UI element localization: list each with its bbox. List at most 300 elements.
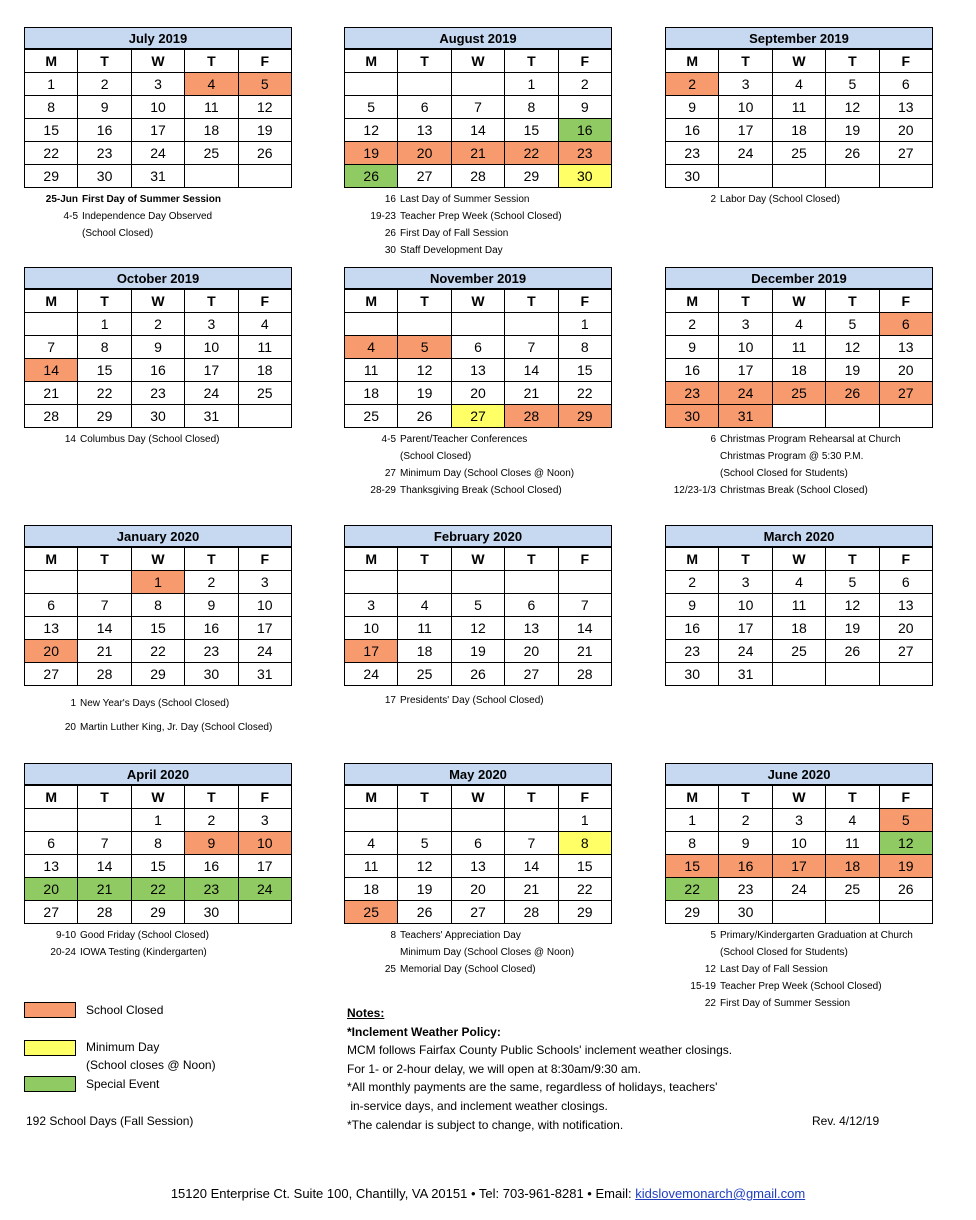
- day-cell: 23: [131, 382, 184, 405]
- day-cell: 9: [131, 336, 184, 359]
- weekday-header: T: [826, 548, 879, 571]
- empty-cell: [398, 313, 451, 336]
- footer-contact: [0, 1186, 976, 1201]
- day-cell: 11: [772, 96, 825, 119]
- legend-closed-swatch: [24, 1002, 76, 1018]
- notes-november: [344, 431, 574, 499]
- note-date: 30: [384, 245, 396, 256]
- week-row: [345, 142, 612, 165]
- weekday-header: T: [398, 290, 451, 313]
- week-row: [666, 359, 933, 382]
- day-cell: 12: [451, 617, 504, 640]
- day-cell: 23: [666, 142, 719, 165]
- day-cell: 1: [25, 73, 78, 96]
- day-cell: 18: [398, 640, 451, 663]
- empty-cell: [879, 165, 932, 188]
- day-cell: 2: [666, 313, 719, 336]
- day-cell: 30: [185, 901, 238, 924]
- day-cell: 4: [185, 73, 238, 96]
- empty-cell: [345, 809, 398, 832]
- weekday-header-row: [345, 786, 612, 809]
- legend-minimum-label: Minimum Day: [86, 1040, 160, 1054]
- day-cell: 27: [879, 142, 932, 165]
- day-cell: 7: [78, 832, 131, 855]
- day-cell: 12: [398, 855, 451, 878]
- day-cell: 21: [505, 878, 558, 901]
- weekday-header: T: [826, 50, 879, 73]
- day-cell: 16: [666, 119, 719, 142]
- day-cell: 20: [398, 142, 451, 165]
- note-line: [664, 978, 913, 995]
- weekday-header: F: [238, 548, 291, 571]
- day-cell: 22: [558, 878, 611, 901]
- month-title: July 2019: [24, 27, 292, 49]
- day-cell: 11: [398, 617, 451, 640]
- weekday-header: F: [238, 786, 291, 809]
- month-grid: [665, 49, 933, 188]
- week-row: [345, 336, 612, 359]
- weekday-header: T: [826, 290, 879, 313]
- day-cell: 2: [131, 313, 184, 336]
- day-cell: 7: [25, 336, 78, 359]
- day-cell: 4: [826, 809, 879, 832]
- day-cell: 15: [666, 855, 719, 878]
- day-cell: 16: [78, 119, 131, 142]
- day-cell: 10: [719, 594, 772, 617]
- day-cell: 14: [558, 617, 611, 640]
- note-text: Teachers' Appreciation Day: [400, 930, 521, 941]
- week-row: [25, 617, 292, 640]
- day-cell: 8: [558, 336, 611, 359]
- day-cell: 10: [238, 832, 291, 855]
- note-text: Christmas Break (School Closed): [720, 485, 868, 496]
- day-cell: 24: [772, 878, 825, 901]
- note-date: 20: [64, 722, 76, 733]
- weekday-header: M: [666, 548, 719, 571]
- note-line: [26, 716, 272, 740]
- weekday-header: M: [666, 290, 719, 313]
- week-row: [25, 119, 292, 142]
- note-line: [26, 927, 209, 944]
- day-cell: 13: [879, 594, 932, 617]
- day-cell: 10: [131, 96, 184, 119]
- day-cell: 11: [772, 594, 825, 617]
- day-cell: 25: [772, 382, 825, 405]
- month-january-2020: [24, 525, 292, 686]
- note-line: [664, 927, 913, 944]
- day-cell: 2: [185, 571, 238, 594]
- week-row: [666, 119, 933, 142]
- week-row: [345, 617, 612, 640]
- day-cell: 14: [451, 119, 504, 142]
- day-cell: 24: [131, 142, 184, 165]
- day-cell: 27: [879, 382, 932, 405]
- day-cell: 6: [879, 73, 932, 96]
- note-date: 19-23: [370, 211, 396, 222]
- day-cell: 30: [666, 405, 719, 428]
- day-cell: 17: [719, 359, 772, 382]
- weekday-header: T: [826, 786, 879, 809]
- note-text: Minimum Day (School Closes @ Noon): [400, 947, 575, 958]
- day-cell: 30: [78, 165, 131, 188]
- day-cell: 2: [185, 809, 238, 832]
- note-line: [344, 191, 562, 208]
- day-cell: 5: [398, 336, 451, 359]
- day-cell: 26: [879, 878, 932, 901]
- note-line: [664, 465, 901, 482]
- day-cell: 17: [719, 119, 772, 142]
- note-text: First Day of Summer Session: [720, 998, 851, 1009]
- week-row: [666, 901, 933, 924]
- day-cell: 25: [398, 663, 451, 686]
- weekday-header: W: [772, 290, 825, 313]
- weekday-header: T: [719, 290, 772, 313]
- day-cell: 13: [879, 96, 932, 119]
- day-cell: 24: [719, 382, 772, 405]
- month-title: December 2019: [665, 267, 933, 289]
- day-cell: 22: [505, 142, 558, 165]
- notes-august: [344, 191, 562, 259]
- week-row: [25, 359, 292, 382]
- weekday-header-row: [345, 548, 612, 571]
- week-row: [25, 901, 292, 924]
- weekday-header: M: [345, 548, 398, 571]
- weekday-header: F: [558, 290, 611, 313]
- weekday-header: T: [505, 786, 558, 809]
- month-grid: [24, 785, 292, 924]
- day-cell: 25: [772, 640, 825, 663]
- day-cell: 25: [826, 878, 879, 901]
- note-text: Independence Day Observed: [82, 211, 213, 222]
- legend-minimum-swatch: [24, 1040, 76, 1056]
- day-cell: 18: [345, 878, 398, 901]
- week-row: [345, 165, 612, 188]
- day-cell: 25: [185, 142, 238, 165]
- month-grid: [24, 289, 292, 428]
- day-cell: 9: [78, 96, 131, 119]
- day-cell: 28: [78, 901, 131, 924]
- day-cell: 21: [25, 382, 78, 405]
- day-cell: 23: [185, 640, 238, 663]
- day-cell: 21: [505, 382, 558, 405]
- day-cell: 23: [666, 640, 719, 663]
- legend-event-label: Special Event: [86, 1077, 160, 1091]
- weekday-header: F: [558, 50, 611, 73]
- day-cell: 1: [558, 313, 611, 336]
- day-cell: 26: [826, 382, 879, 405]
- day-cell: 26: [398, 901, 451, 924]
- weekday-header: F: [238, 50, 291, 73]
- week-row: [345, 405, 612, 428]
- day-cell: 17: [772, 855, 825, 878]
- day-cell: 3: [345, 594, 398, 617]
- day-cell: 24: [345, 663, 398, 686]
- day-cell: 2: [719, 809, 772, 832]
- empty-cell: [772, 405, 825, 428]
- day-cell: 8: [666, 832, 719, 855]
- day-cell: 27: [451, 901, 504, 924]
- weekday-header: M: [666, 50, 719, 73]
- week-row: [25, 663, 292, 686]
- month-grid: [344, 785, 612, 924]
- day-cell: 6: [451, 336, 504, 359]
- weekday-header-row: [25, 50, 292, 73]
- day-cell: 28: [505, 405, 558, 428]
- weekday-header: W: [772, 548, 825, 571]
- day-cell: 8: [505, 96, 558, 119]
- note-line: [26, 208, 221, 225]
- weekday-header: W: [772, 50, 825, 73]
- day-cell: 19: [451, 640, 504, 663]
- week-row: [25, 336, 292, 359]
- empty-cell: [558, 571, 611, 594]
- weekday-header: T: [719, 548, 772, 571]
- week-row: [345, 878, 612, 901]
- month-may-2020: [344, 763, 612, 924]
- weekday-header: T: [185, 548, 238, 571]
- note-text: (School Closed for Students): [720, 947, 848, 958]
- week-row: [666, 617, 933, 640]
- email-link[interactable]: kidslovemonarch@gmail.com: [635, 1186, 806, 1201]
- note-date: 28-29: [370, 485, 396, 496]
- empty-cell: [879, 405, 932, 428]
- day-cell: 20: [879, 119, 932, 142]
- weekday-header: W: [451, 290, 504, 313]
- day-cell: 17: [345, 640, 398, 663]
- day-cell: 9: [558, 96, 611, 119]
- day-cell: 2: [558, 73, 611, 96]
- day-cell: 3: [185, 313, 238, 336]
- day-cell: 18: [238, 359, 291, 382]
- note-date: 25-Jun: [45, 194, 78, 205]
- day-cell: 15: [131, 855, 184, 878]
- day-cell: 18: [772, 119, 825, 142]
- week-row: [345, 901, 612, 924]
- day-cell: 31: [185, 405, 238, 428]
- weekday-header-row: [345, 290, 612, 313]
- empty-cell: [826, 901, 879, 924]
- day-cell: 14: [505, 855, 558, 878]
- day-cell: 31: [719, 663, 772, 686]
- month-grid: [665, 547, 933, 686]
- empty-cell: [879, 901, 932, 924]
- day-cell: 15: [558, 855, 611, 878]
- day-cell: 19: [398, 878, 451, 901]
- weekday-header: F: [558, 786, 611, 809]
- day-cell: 8: [558, 832, 611, 855]
- day-cell: 28: [78, 663, 131, 686]
- day-cell: 6: [879, 313, 932, 336]
- empty-cell: [772, 165, 825, 188]
- month-title: August 2019: [344, 27, 612, 49]
- week-row: [25, 142, 292, 165]
- note-date: 4-5: [381, 434, 396, 445]
- empty-cell: [185, 165, 238, 188]
- note-line: [344, 692, 544, 709]
- day-cell: 21: [558, 640, 611, 663]
- day-cell: 27: [451, 405, 504, 428]
- week-row: [666, 165, 933, 188]
- week-row: [666, 832, 933, 855]
- day-cell: 14: [78, 617, 131, 640]
- note-line: [664, 431, 901, 448]
- day-cell: 17: [238, 855, 291, 878]
- policy-line: *All monthly payments are the same, regardless of holidays, teachers': [347, 1080, 718, 1095]
- day-cell: 27: [25, 901, 78, 924]
- day-cell: 2: [666, 571, 719, 594]
- day-cell: 17: [131, 119, 184, 142]
- day-cell: 23: [719, 878, 772, 901]
- note-text: Parent/Teacher Conferences: [400, 434, 528, 445]
- day-cell: 19: [826, 617, 879, 640]
- note-line: [664, 944, 913, 961]
- week-row: [25, 571, 292, 594]
- week-row: [666, 571, 933, 594]
- weekday-header: W: [451, 786, 504, 809]
- week-row: [666, 594, 933, 617]
- empty-cell: [826, 405, 879, 428]
- policy-subheading: *Inclement Weather Policy:: [347, 1024, 501, 1039]
- day-cell: 29: [558, 405, 611, 428]
- day-cell: 26: [345, 165, 398, 188]
- week-row: [666, 382, 933, 405]
- note-date: 2: [710, 194, 716, 205]
- empty-cell: [345, 571, 398, 594]
- note-text: Christmas Program Rehearsal at Church: [720, 434, 901, 445]
- notes-october: [26, 431, 220, 448]
- policy-notes: [347, 1004, 732, 1134]
- day-cell: 15: [131, 617, 184, 640]
- day-cell: 23: [185, 878, 238, 901]
- day-cell: 18: [772, 359, 825, 382]
- day-cell: 20: [25, 878, 78, 901]
- day-cell: 26: [451, 663, 504, 686]
- week-row: [666, 878, 933, 901]
- month-march-2020: [665, 525, 933, 686]
- day-cell: 30: [666, 663, 719, 686]
- day-cell: 20: [505, 640, 558, 663]
- day-cell: 10: [719, 96, 772, 119]
- week-row: [25, 313, 292, 336]
- weekday-header: T: [78, 50, 131, 73]
- day-cell: 4: [345, 832, 398, 855]
- weekday-header: T: [78, 290, 131, 313]
- empty-cell: [879, 663, 932, 686]
- month-grid: [665, 289, 933, 428]
- week-row: [345, 571, 612, 594]
- policy-line: *The calendar is subject to change, with notification.: [347, 1117, 624, 1132]
- day-cell: 3: [238, 571, 291, 594]
- day-cell: 12: [238, 96, 291, 119]
- day-cell: 3: [772, 809, 825, 832]
- note-text: Good Friday (School Closed): [80, 930, 209, 941]
- month-title: May 2020: [344, 763, 612, 785]
- weekday-header: T: [719, 786, 772, 809]
- day-cell: 5: [451, 594, 504, 617]
- weekday-header: T: [185, 786, 238, 809]
- day-cell: 13: [451, 359, 504, 382]
- note-date: 6: [710, 434, 716, 445]
- note-line: [26, 944, 209, 961]
- month-february-2020: [344, 525, 612, 686]
- day-cell: 21: [451, 142, 504, 165]
- day-cell: 6: [25, 832, 78, 855]
- day-cell: 25: [345, 405, 398, 428]
- day-cell: 16: [185, 855, 238, 878]
- note-date: 4-5: [63, 211, 78, 222]
- day-cell: 4: [772, 73, 825, 96]
- weekday-header-row: [25, 786, 292, 809]
- day-cell: 23: [78, 142, 131, 165]
- note-date: 17: [384, 695, 396, 706]
- day-cell: 25: [772, 142, 825, 165]
- weekday-header: M: [666, 786, 719, 809]
- day-cell: 28: [451, 165, 504, 188]
- day-cell: 21: [78, 640, 131, 663]
- day-cell: 10: [185, 336, 238, 359]
- day-cell: 11: [772, 336, 825, 359]
- weekday-header: M: [25, 786, 78, 809]
- footer-address: 15120 Enterprise Ct. Suite 100, Chantilly, VA 20151 • Tel: 703-961-8281 • Email:: [170, 1186, 636, 1201]
- empty-cell: [238, 405, 291, 428]
- day-cell: 27: [505, 663, 558, 686]
- day-cell: 12: [345, 119, 398, 142]
- notes-july: [26, 191, 221, 242]
- weekday-header: M: [345, 290, 398, 313]
- empty-cell: [772, 901, 825, 924]
- month-title: March 2020: [665, 525, 933, 547]
- day-cell: 27: [25, 663, 78, 686]
- day-cell: 25: [345, 901, 398, 924]
- day-cell: 30: [131, 405, 184, 428]
- note-date: 22: [704, 998, 716, 1009]
- day-cell: 1: [666, 809, 719, 832]
- weekday-header-row: [25, 548, 292, 571]
- weekday-header: F: [558, 548, 611, 571]
- day-cell: 8: [78, 336, 131, 359]
- note-text: IOWA Testing (Kindergarten): [80, 947, 207, 958]
- empty-cell: [826, 165, 879, 188]
- day-cell: 27: [879, 640, 932, 663]
- day-cell: 24: [719, 640, 772, 663]
- month-october-2019: [24, 267, 292, 428]
- empty-cell: [772, 663, 825, 686]
- note-line: [664, 448, 901, 465]
- empty-cell: [505, 571, 558, 594]
- day-cell: 20: [451, 382, 504, 405]
- day-cell: 10: [719, 336, 772, 359]
- weekday-header: T: [185, 290, 238, 313]
- empty-cell: [826, 663, 879, 686]
- day-cell: 30: [558, 165, 611, 188]
- day-cell: 29: [131, 901, 184, 924]
- weekday-header: F: [879, 290, 932, 313]
- weekday-header: M: [25, 290, 78, 313]
- month-july-2019: [24, 27, 292, 188]
- day-cell: 12: [879, 832, 932, 855]
- day-cell: 10: [238, 594, 291, 617]
- day-cell: 14: [78, 855, 131, 878]
- day-cell: 7: [558, 594, 611, 617]
- weekday-header: T: [398, 786, 451, 809]
- week-row: [25, 832, 292, 855]
- empty-cell: [398, 809, 451, 832]
- note-date: 25: [384, 964, 396, 975]
- day-cell: 23: [558, 142, 611, 165]
- day-cell: 19: [398, 382, 451, 405]
- week-row: [345, 663, 612, 686]
- day-cell: 13: [398, 119, 451, 142]
